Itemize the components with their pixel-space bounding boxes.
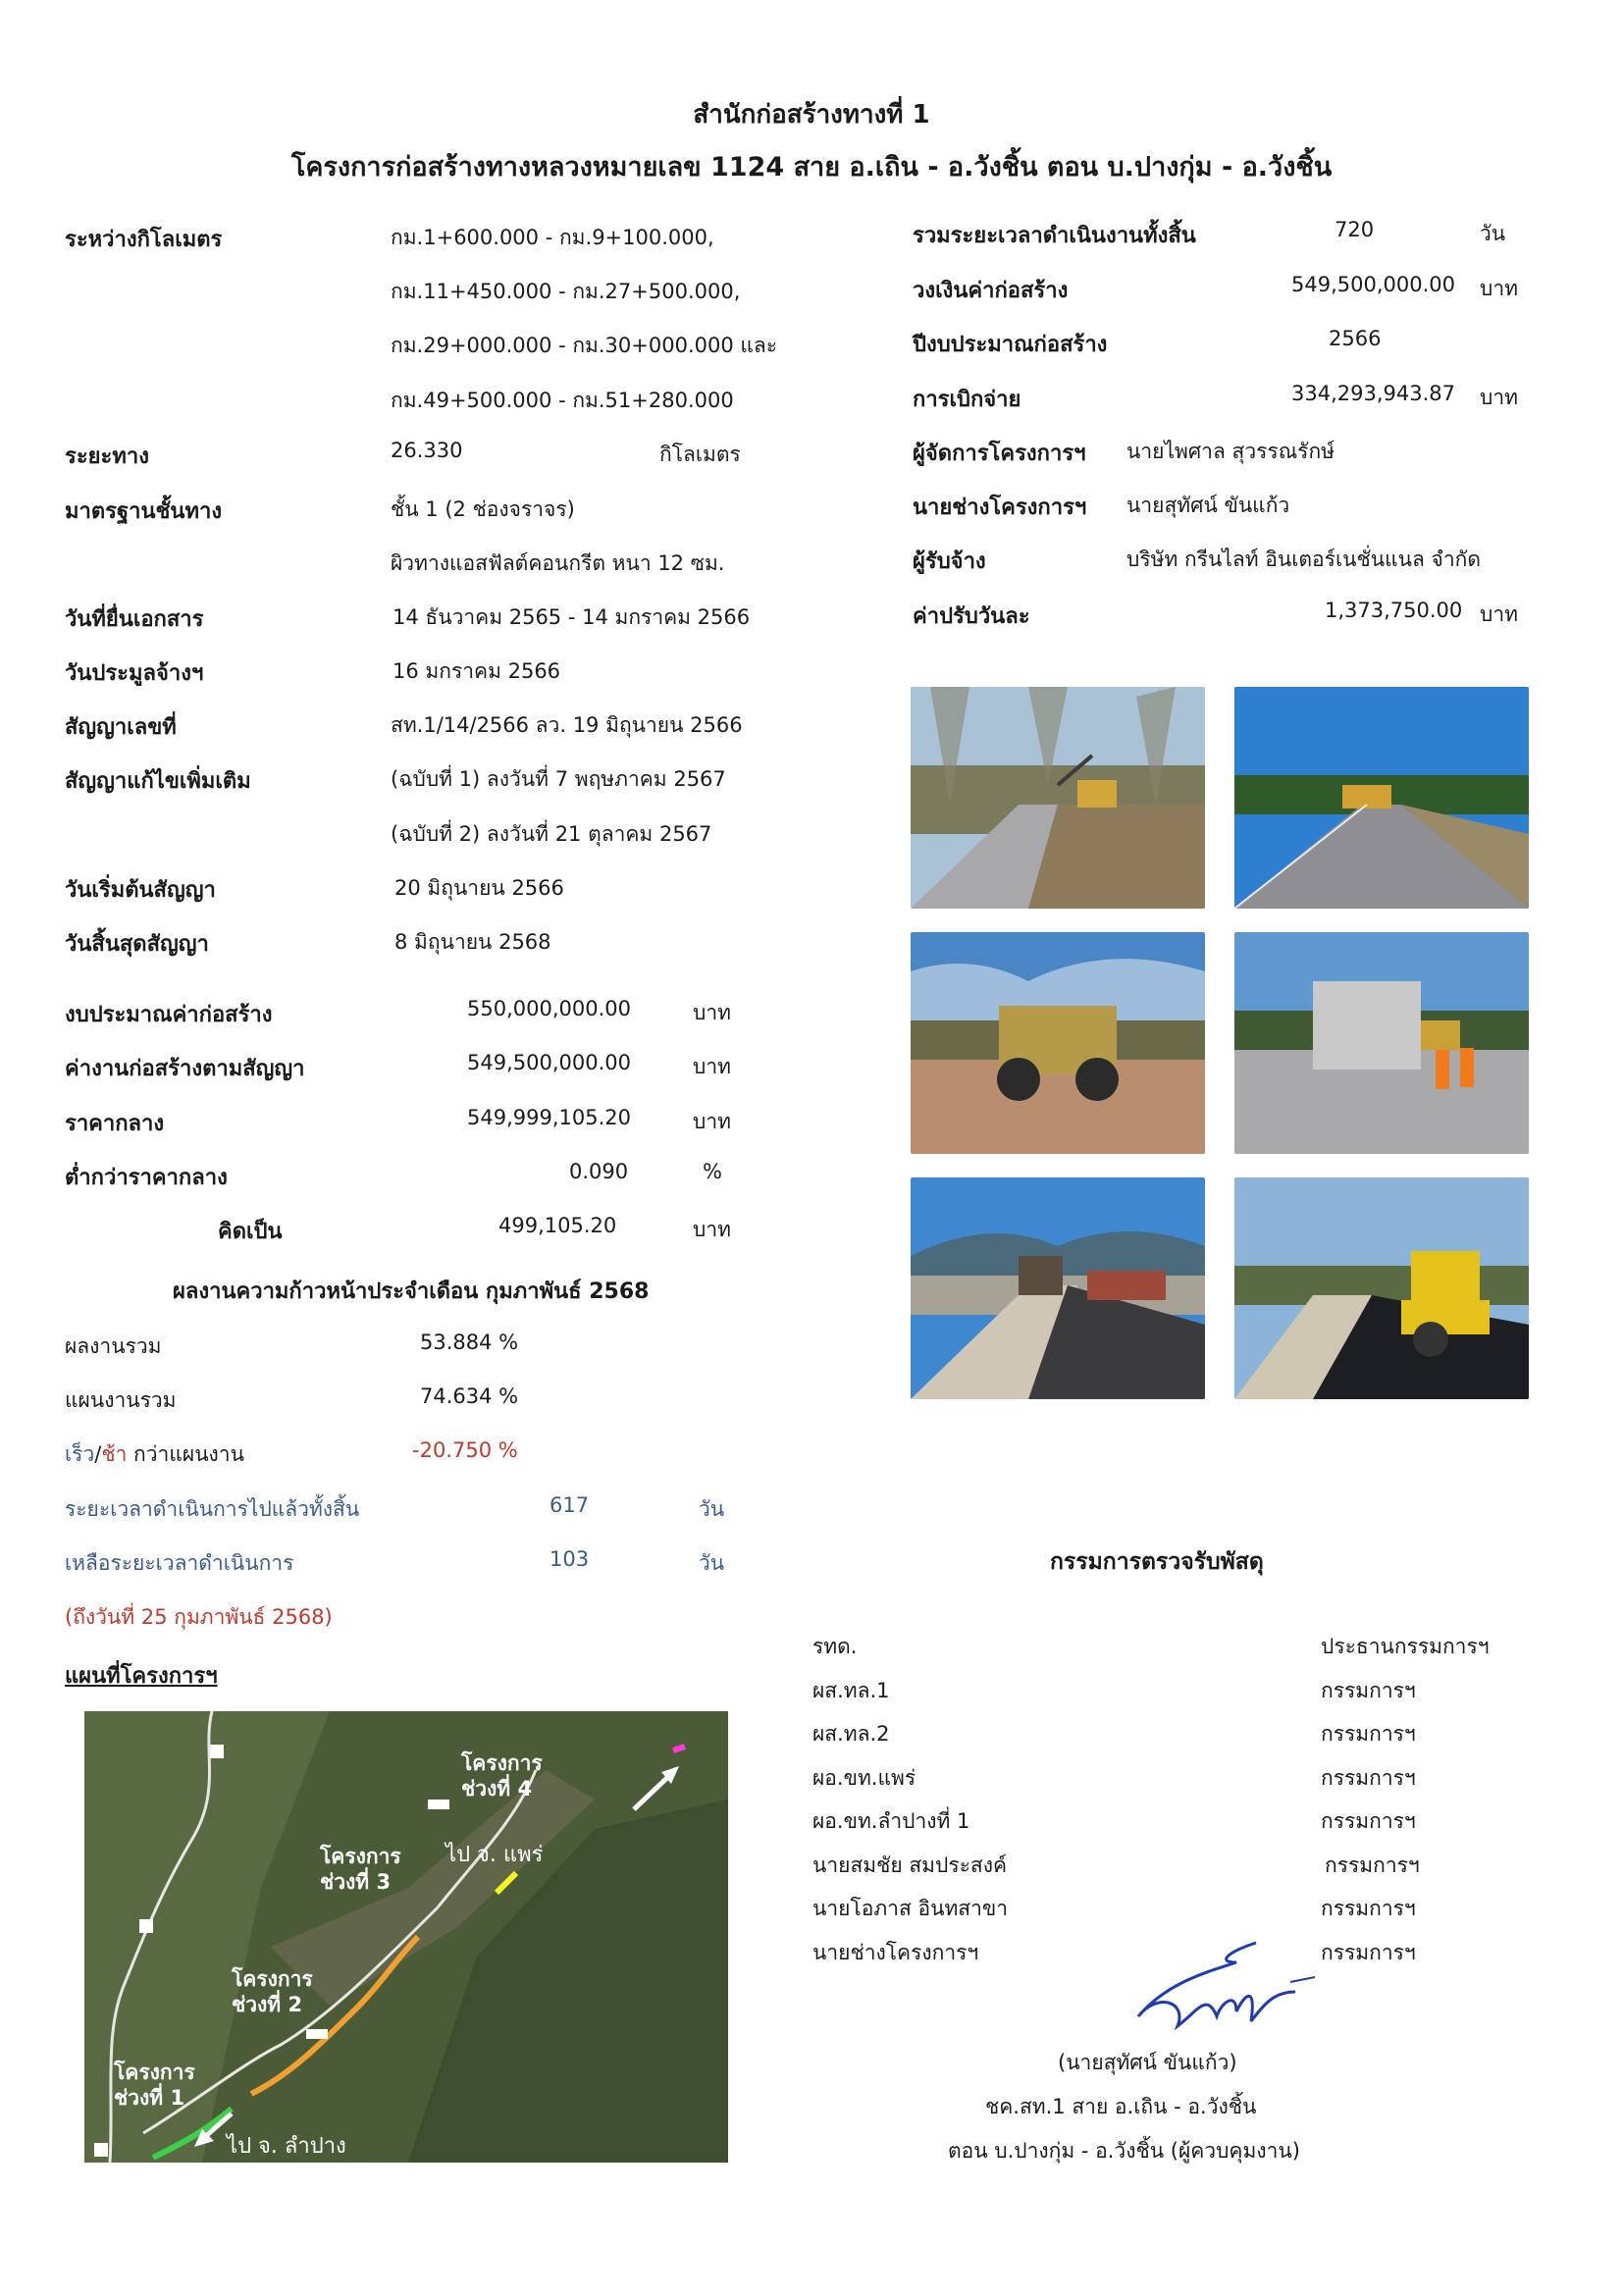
elapsed-value: 617 [550,1493,590,1517]
seg1-line-1: โครงการ [114,2061,195,2084]
map-label-to-phrae: ไป จ. แพร่ [445,1843,544,1867]
budget-row-value: 550,000,000.00 [467,997,631,1020]
budget-row-label: ราคากลาง [65,1112,165,1136]
km-line-2: กม.11+450.000 - กม.27+500.000, [391,280,741,303]
engineer-value: นายสุทัศน์ ขันแก้ว [1126,494,1290,517]
elapsed-label: ระยะเวลาดำเนินการไปแล้วทั้งสิ้น [65,1497,360,1521]
budget-row-label: ค่างานก่อสร้างตามสัญญา [65,1057,305,1081]
construction-photo [911,687,1205,909]
actual-value: 53.884 % [420,1331,519,1354]
map-heading: แผนที่โครงการฯ [65,1664,218,1689]
elapsed-unit: วัน [699,1497,725,1521]
slash: / [94,1442,102,1466]
committee-member-name: ผอ.ขท.แพร่ [812,1766,916,1790]
engineer-label: นายช่างโครงการฯ [913,496,1087,520]
committee-member-name: ผอ.ขท.ลำปางที่ 1 [812,1809,970,1833]
committee-member-role: กรรมการฯ [1321,1722,1416,1746]
fine-label: ค่าปรับวันละ [913,604,1030,629]
amend-line-2: (ฉบับที่ 2) ลงวันที่ 21 ตุลาคม 2567 [391,822,712,846]
committee-member-name: ผส.ทล.2 [812,1722,890,1746]
budget-row-unit: บาท [693,1055,731,1078]
committee-member-role: กรรมการฯ [1321,1809,1416,1833]
start-label: วันเริ่มต้นสัญญา [65,878,216,903]
end-label: วันสิ้นสุดสัญญา [65,932,209,957]
auction-label: วันประมูลจ้างฯ [65,661,204,686]
construction-photo [911,932,1205,1154]
budget-row-unit: บาท [693,1001,731,1024]
contract-value: สท.1/14/2566 ลว. 19 มิถุนายน 2566 [391,713,743,737]
duration-label: รวมระยะเวลาดำเนินงานทั้งสิ้น [913,224,1196,248]
seg1-line-2: ช่วงที่ 1 [114,2086,185,2110]
committee-member-role: กรรมการฯ [1321,1679,1416,1702]
disburse-value: 334,293,943.87 [1291,382,1455,405]
manager-value: นายไพศาล สุวรรณรักษ์ [1126,440,1335,463]
budget-row-label: คิดเป็น [218,1220,283,1244]
budget-row-value: 549,999,105.20 [467,1106,631,1129]
distance-value: 26.330 [391,439,463,462]
committee-member-name: นายสมชัย สมประสงค์ [812,1853,1008,1877]
budget-row-label: ต่ำกว่าราคากลาง [65,1166,228,1190]
standard-line-1: ชั้น 1 (2 ช่องจราจร) [391,497,575,521]
fine-unit: บาท [1480,602,1518,626]
plan-value: 74.634 % [420,1384,519,1408]
contract-budget-value: 549,500,000.00 [1291,273,1455,296]
construction-photo [911,1177,1205,1399]
construction-photo [1234,687,1529,909]
committee-member-role: กรรมการฯ [1325,1853,1420,1877]
asof-note: (ถึงวันที่ 25 กุมภาพันธ์ 2568) [65,1605,333,1629]
office-title: สำนักก่อสร้างทางที่ 1 [693,100,930,130]
committee-member-name: นายโอภาส อินทสาขา [812,1897,1009,1920]
project-title: โครงการก่อสร้างทางหลวงหมายเลข 1124 สาย อ.เถิน - อ.วังชิ้น ตอน บ.ปางกุ่ม - อ.วังชิ้น [290,152,1333,183]
budget-row-value: 549,500,000.00 [467,1051,631,1074]
budget-row-value: 499,105.20 [498,1214,617,1237]
standard-line-2: ผิวทางแอสฟัลต์คอนกรีต หนา 12 ซม. [391,551,725,575]
remain-value: 103 [550,1547,590,1571]
fine-value: 1,373,750.00 [1325,599,1463,622]
committee-member-role: กรรมการฯ [1321,1897,1416,1920]
budget-row-unit: บาท [693,1218,731,1241]
contractor-label: ผู้รับจ้าง [913,549,986,574]
distance-unit: กิโลเมตร [659,443,741,466]
contract-budget-unit: บาท [1480,277,1518,300]
fiscal-value: 2566 [1329,327,1382,350]
map-label-seg2: โครงการ ช่วงที่ 2 [232,1967,313,2016]
km-line-3: กม.29+000.000 - กม.30+000.000 และ [391,334,778,357]
disburse-unit: บาท [1480,386,1518,409]
budget-row-value: 0.090 [569,1160,629,1183]
diff-value: -20.750 % [412,1438,518,1462]
submit-value: 14 ธันวาคม 2565 - 14 มกราคม 2566 [393,605,751,629]
plan-label: แผนงานรวม [65,1388,177,1412]
manager-label: ผู้จัดการโครงการฯ [913,442,1086,466]
km-label: ระหว่างกิโลเมตร [65,228,223,252]
progress-title: ผลงานความก้าวหน้าประจำเดือน กุมภาพันธ์ 2568 [173,1279,650,1304]
map-label-seg3: โครงการ ช่วงที่ 3 [320,1845,401,1894]
signer-name: (นายสุทัศน์ ขันแก้ว) [1058,2051,1237,2074]
construction-photo [1234,932,1529,1154]
budget-row-unit: % [703,1160,722,1183]
fiscal-label: ปีงบประมาณก่อสร้าง [913,333,1108,357]
contractor-value: บริษัท กรีนไลท์ อินเตอร์เนชั่นแนล จำกัด [1126,548,1481,571]
committee-member-name: รทด. [812,1635,858,1658]
end-value: 8 มิถุนายน 2568 [394,930,551,954]
duration-value: 720 [1335,218,1375,241]
committee-member-name: นายช่างโครงการฯ [812,1941,979,1964]
contract-label: สัญญาเลขที่ [65,715,177,740]
signature [1128,1933,1325,2061]
budget-row-label: งบประมาณค่าก่อสร้าง [65,1003,273,1027]
submit-label: วันที่ยื่นเอกสาร [65,607,204,632]
km-line-1: กม.1+600.000 - กม.9+100.000, [391,226,714,249]
project-map [84,1711,728,2163]
distance-label: ระยะทาง [65,444,149,469]
contract-budget-label: วงเงินค่าก่อสร้าง [913,279,1069,303]
diff-label [65,1438,244,1471]
remain-unit: วัน [699,1551,725,1575]
disburse-label: การเบิกจ่าย [913,388,1021,412]
signer-section: ตอน บ.ปางกุ่ม - อ.วังชิ้น (ผู้ควบคุมงาน) [948,2139,1300,2163]
auction-value: 16 มกราคม 2566 [393,659,561,683]
amend-line-1: (ฉบับที่ 1) ลงวันที่ 7 พฤษภาคม 2567 [391,767,726,791]
committee-title: กรรมการตรวจรับพัสดุ [1050,1549,1264,1575]
fast-word: เร็ว [65,1442,95,1466]
construction-photo [1234,1177,1529,1399]
actual-label: ผลงานรวม [65,1334,162,1358]
committee-member-role: กรรมการฯ [1321,1941,1416,1964]
km-line-4: กม.49+500.000 - กม.51+280.000 [391,389,734,412]
duration-unit: วัน [1480,222,1506,245]
signer-position: ชค.สท.1 สาย อ.เถิน - อ.วังชิ้น [985,2095,1257,2118]
diff-label-rest: กว่าแผนงาน [127,1442,244,1466]
amend-label: สัญญาแก้ไขเพิ่มเติม [65,769,251,794]
committee-member-role: กรรมการฯ [1321,1766,1416,1790]
remain-label: เหลือระยะเวลาดำเนินการ [65,1551,294,1575]
standard-label: มาตรฐานชั้นทาง [65,499,223,524]
committee-member-name: ผส.ทล.1 [812,1679,890,1702]
slow-word: ช้า [101,1442,128,1466]
start-value: 20 มิถุนายน 2566 [394,876,564,900]
map-label-seg4: โครงการ ช่วงที่ 4 [461,1751,543,1800]
map-label-to-lampang: ไป จ. ลำปาง [227,2134,346,2159]
budget-row-unit: บาท [693,1110,731,1133]
committee-member-role: ประธานกรรมการฯ [1321,1635,1490,1658]
